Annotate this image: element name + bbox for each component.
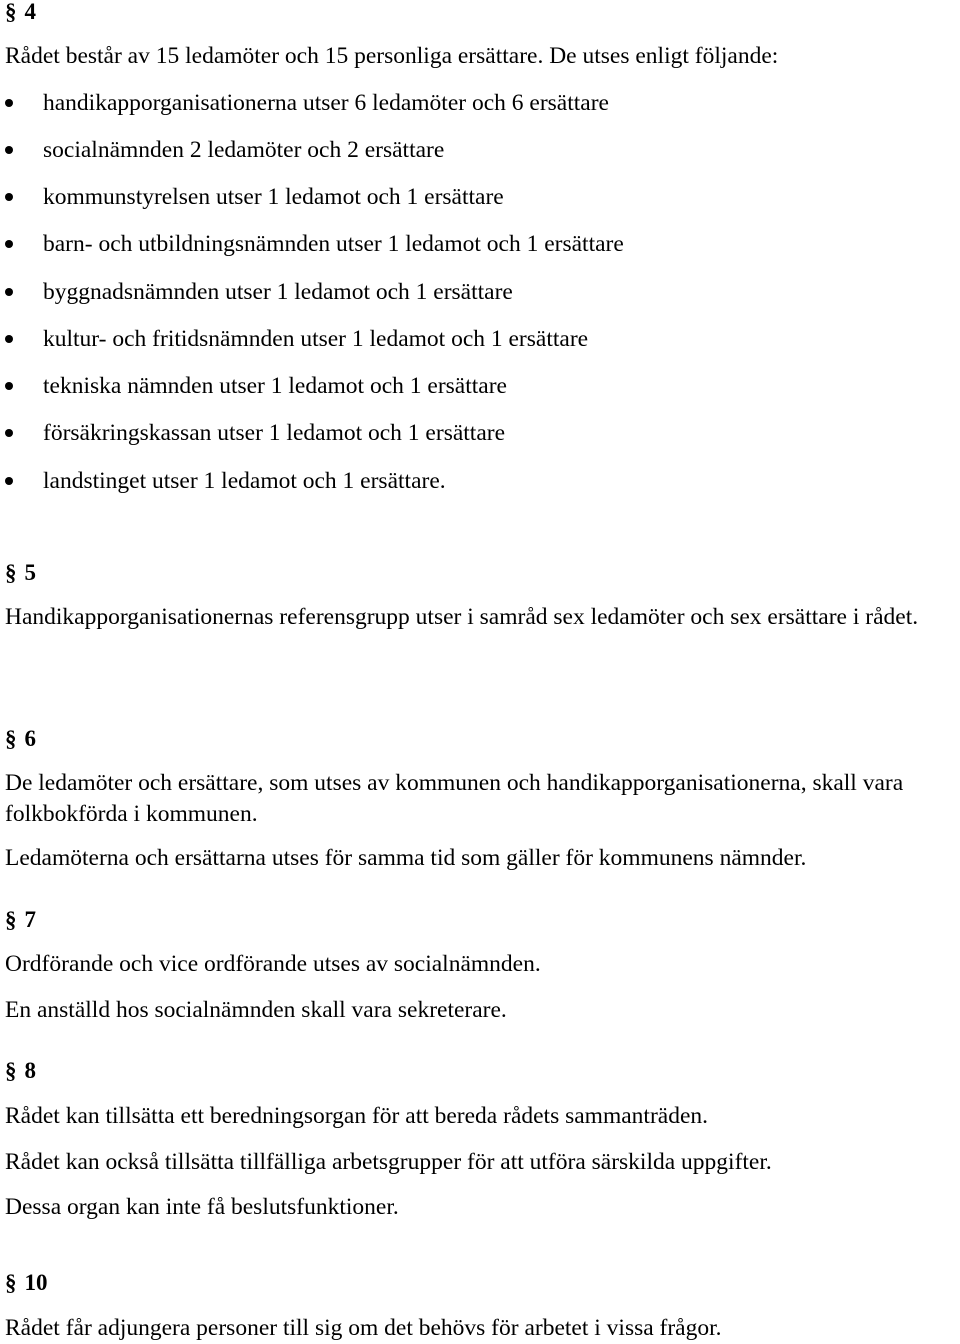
- list-item-text: kultur- och fritidsnämnden utser 1 ledamot och 1 ersättare: [43, 326, 589, 352]
- list-item-text: försäkringskassan utser 1 ledamot och 1 ersättare: [43, 420, 506, 446]
- section-sign: §: [5, 907, 17, 932]
- section-heading-4: [5, 0, 36, 28]
- bullet-icon: [5, 429, 13, 437]
- list-item-text: handikapporganisationerna utser 6 ledamöter och 6 ersättare: [43, 90, 609, 116]
- section-10-paragraph: Rådet får adjungera personer till sig om det behövs för arbetet i vissa frågor.: [5, 1315, 722, 1341]
- section-number: 4: [24, 0, 36, 24]
- section-number: 5: [24, 560, 36, 585]
- bullet-icon: [5, 382, 13, 390]
- section-sign: §: [5, 0, 17, 24]
- bullet-icon: [5, 240, 13, 248]
- section-heading-6: [5, 724, 36, 755]
- section-5-paragraph: Handikapporganisationernas referensgrupp utser i samråd sex ledamöter och sex ersättare i rådet.: [5, 604, 919, 630]
- section-number: 10: [24, 1270, 48, 1295]
- section-7-paragraph: En anställd hos socialnämnden skall vara sekreterare.: [5, 997, 507, 1023]
- section-heading-7: [5, 905, 36, 936]
- section-number: 8: [24, 1058, 36, 1083]
- section-number: 7: [24, 907, 36, 932]
- section-6-paragraph: Ledamöterna och ersättarna utses för samma tid som gäller för kommunens nämnder.: [5, 845, 807, 871]
- list-item-text: byggnadsnämnden utser 1 ledamot och 1 ersättare: [43, 279, 513, 305]
- section-sign: §: [5, 726, 17, 751]
- section-7-paragraph: Ordförande och vice ordförande utses av socialnämnden.: [5, 951, 541, 977]
- bullet-icon: [5, 193, 13, 201]
- list-item-text: barn- och utbildningsnämnden utser 1 ledamot och 1 ersättare: [43, 231, 624, 257]
- section-number: 6: [24, 726, 36, 751]
- section-8-paragraph: Rådet kan tillsätta ett beredningsorgan för att bereda rådets sammanträden.: [5, 1103, 709, 1129]
- list-item-text: kommunstyrelsen utser 1 ledamot och 1 ersättare: [43, 184, 504, 210]
- section-4-intro: Rådet består av 15 ledamöter och 15 personliga ersättare. De utses enligt följande:: [5, 43, 779, 69]
- section-heading-5: [5, 558, 36, 589]
- section-8-paragraph: Dessa organ kan inte få beslutsfunktioner.: [5, 1194, 399, 1220]
- section-heading-10: [5, 1268, 48, 1299]
- section-6-paragraph: De ledamöter och ersättare, som utses av kommunen och handikapporganisationerna, skall vara folkbokförda i kommunen.: [5, 770, 904, 828]
- bullet-icon: [5, 288, 13, 296]
- bullet-icon: [5, 99, 13, 107]
- bullet-icon: [5, 335, 13, 343]
- section-sign: §: [5, 1058, 17, 1083]
- section-sign: §: [5, 1270, 17, 1295]
- section-8-paragraph: Rådet kan också tillsätta tillfälliga arbetsgrupper för att utföra särskilda uppgifter.: [5, 1149, 772, 1175]
- list-item-text: tekniska nämnden utser 1 ledamot och 1 ersättare: [43, 373, 507, 399]
- bullet-icon: [5, 146, 13, 154]
- section-sign: §: [5, 560, 17, 585]
- bullet-icon: [5, 477, 13, 485]
- section-heading-8: [5, 1056, 36, 1087]
- list-item-text: landstinget utser 1 ledamot och 1 ersättare.: [43, 468, 446, 494]
- list-item-text: socialnämnden 2 ledamöter och 2 ersättare: [43, 137, 445, 163]
